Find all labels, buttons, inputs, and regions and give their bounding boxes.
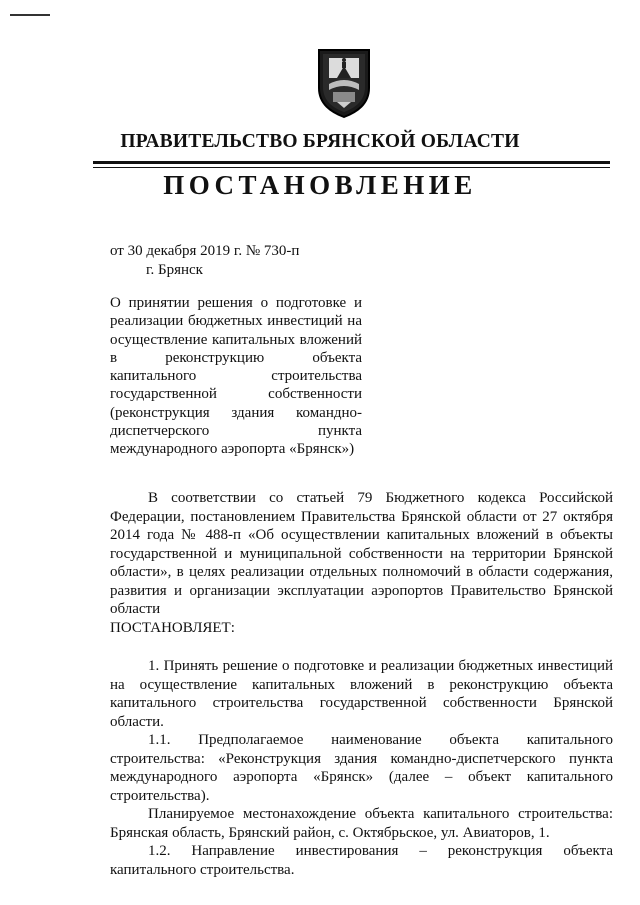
item-1-2-paragraph: 1.2. Направление инвестирования – реконструкция объекта капитального строительства. [110,843,613,878]
header-rule-thin [93,167,610,168]
document-type: ПОСТАНОВЛЕНИЕ [163,170,477,200]
decree-word: ПОСТАНОВЛЯЕТ: [110,619,235,636]
coat-of-arms-icon [315,44,373,120]
city: г. Брянск [146,262,203,278]
document-body [110,489,613,879]
location-paragraph: Планируемое местонахождение объекта капитального строительства: Брянская область, Брянский район, с. Октябрьское, ул. Авиаторов, 1. [110,806,613,841]
preamble-paragraph: В соответствии со статьей 79 Бюджетного кодекса Российской Федерации, постановлением Правительства Брянской области от 27 октября 2014 года № 488-п «Об осуществлении капитальных вложений в объекты государственной и муниципальной собственности на территории Брянской области», в целях реализации отдельных полномочий в области содержания, развития и организации эксплуатации аэропортов Правительство Брянской области [110,490,613,617]
date-number: от 30 декабря 2019 г. № 730-п [110,243,300,259]
item-1-1-paragraph: 1.1. Предполагаемое наименование объекта капитального строительства: «Реконструкция здания командно-диспетчерского пункта международного аэропорта «Брянск» (далее – объект капитального строительства). [110,732,613,804]
document-subject: О принятии решения о подготовке и реализации бюджетных инвестиций на осуществление капитальных вложений в реконструкцию объекта капитального строительства государственной собственности (реконструкция здания командно-диспетчерского пункта международного аэропорта «Брянск») [110,295,362,458]
government-title: ПРАВИТЕЛЬСТВО БРЯНСКОЙ ОБЛАСТИ [120,131,520,152]
item-1-paragraph: 1. Принять решение о подготовке и реализации бюджетных инвестиций на осуществление капитальных вложений в реконструкцию объекта капитального строительства государственной собственности Брянской области. [110,658,613,730]
header-rule-thick [93,161,610,164]
scan-mark [10,14,50,16]
